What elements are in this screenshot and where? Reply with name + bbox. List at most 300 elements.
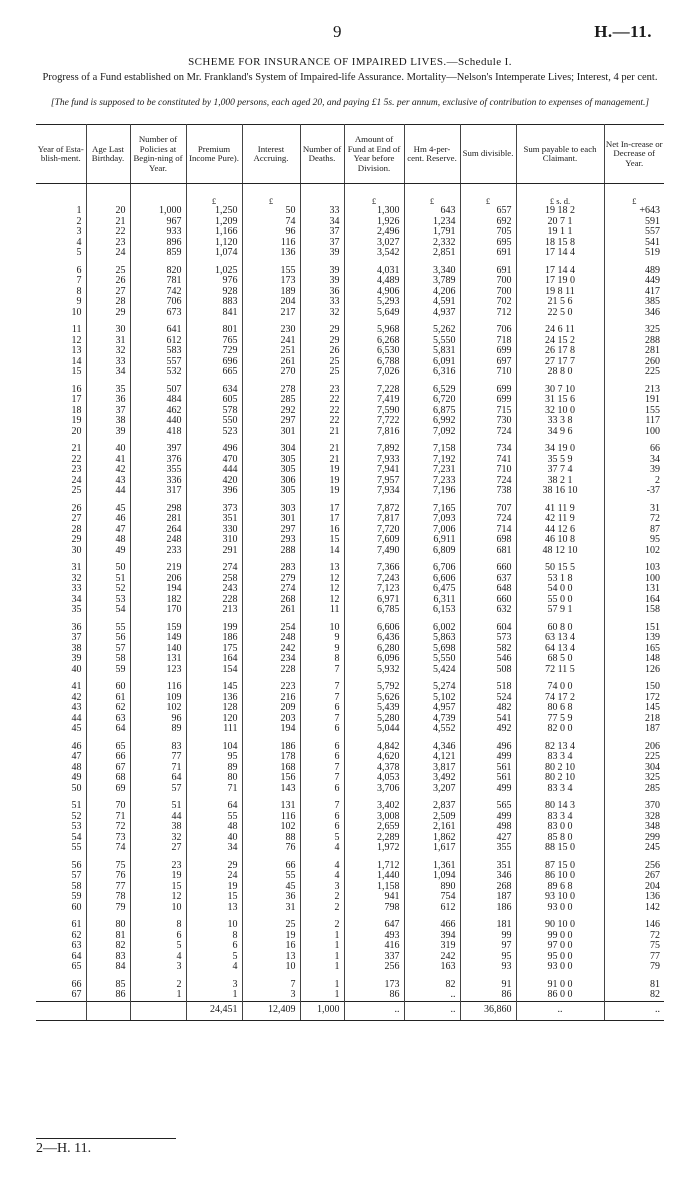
table-cell: 50 [86,563,130,574]
table-cell: 233 [130,546,186,557]
table-cell: 69 [86,784,130,795]
table-cell: 38 [86,416,130,427]
table-cell: £ s. d. [516,184,604,207]
table-cell: 204 [242,297,300,308]
table-cell: 2,851 [404,248,460,259]
table-cell: 89 [186,763,242,774]
table-cell: 6,153 [404,605,460,616]
table-cell: 136 [242,248,300,259]
table-cell: 355 [460,843,516,854]
table-cell: 9 [36,297,86,308]
table-cell: 648 [460,584,516,595]
table-cell: 81 [650,978,660,990]
table-row [36,665,664,676]
table-row [36,584,664,595]
table-cell: 660 [460,563,516,574]
table-cell: 28 [36,525,86,536]
table-cell: 6,971 [344,595,404,606]
table-cell: 155 [242,266,300,277]
table-cell: 4,031 [344,266,404,277]
table-cell: 19 [242,931,300,942]
table-cell: 36,860 [460,1001,516,1020]
table-cell: 83 3 4 [516,812,604,823]
table-cell: 7,026 [344,367,404,378]
table-cell: 3 [130,962,186,973]
table-cell: 1,025 [186,266,242,277]
table-cell: 7,817 [344,514,404,525]
table-cell: 346 [645,306,660,318]
table-cell: 518 [460,682,516,693]
table-cell: 100 [645,425,660,437]
table-cell: 65 [36,962,86,973]
table-cell: 216 [242,693,300,704]
table-cell: 7,192 [404,455,460,466]
table-cell: 32 [130,833,186,844]
table-cell: 16 [36,385,86,396]
table-cell: 120 [186,714,242,725]
table-cell: 34 19 0 [516,444,604,455]
table-row [36,903,664,914]
table-cell: 7,892 [344,444,404,455]
table-cell: 1,617 [404,843,460,854]
table-row [36,990,664,1001]
table-cell: 57 [36,871,86,882]
table-cell: 79 [86,903,130,914]
table-cell: 264 [130,525,186,536]
table-row [36,605,664,616]
table-cell: 186 [242,742,300,753]
table-cell: 175 [186,644,242,655]
table-cell: 24 6 11 [516,325,604,336]
table-cell: 698 [460,535,516,546]
table-cell: 8 [186,931,242,942]
table-cell: 298 [130,504,186,515]
table-cell: 25 [242,920,300,931]
table-cell: 90 10 0 [516,920,604,931]
table-cell: 178 [242,752,300,763]
table-cell: 93 0 0 [516,962,604,973]
table-cell: 7,941 [344,465,404,476]
table-cell: 370 [645,800,660,811]
table-cell: 13 [186,903,242,914]
table-cell: 1 [300,931,344,942]
table-cell: 83 3 4 [516,752,604,763]
table-cell: 32 [300,308,344,319]
table-cell: 7,093 [404,514,460,525]
table-cell: 131 [130,654,186,665]
table-cell: 91 [460,980,516,991]
table-cell: 48 [36,763,86,774]
table-cell: 18 [36,406,86,417]
table-row [36,535,664,546]
table-cell: 47 [36,752,86,763]
table-cell: 4 [300,861,344,872]
table-cell: 561 [460,763,516,774]
table-cell: 102 [242,822,300,833]
table-cell: 6 [130,931,186,942]
table-cell: 80 [186,773,242,784]
table-cell: 24,451 [186,1001,242,1020]
table-row [36,843,664,854]
table-cell: 6,436 [344,633,404,644]
table-cell: 234 [242,654,300,665]
table-cell: 21 [36,444,86,455]
table-cell: 665 [186,367,242,378]
table-cell: 2,161 [404,822,460,833]
table-cell: 462 [130,406,186,417]
table-cell: 1,234 [404,217,460,228]
table-cell: 54 [36,833,86,844]
table-cell: 99 0 0 [516,931,604,942]
table-cell: 1 [300,941,344,952]
table-cell: 64 13 4 [516,644,604,655]
table-cell: 61 [86,693,130,704]
table-cell: 573 [460,633,516,644]
table-cell: 22 [86,227,130,238]
table-cell: 187 [460,892,516,903]
table-cell: 738 [460,486,516,497]
table-cell: 444 [186,465,242,476]
table-cell: 291 [186,546,242,557]
table-cell: 6,606 [344,623,404,634]
table-cell: 53 [86,595,130,606]
table-cell: 695 [460,238,516,249]
table-cell: 7,609 [344,535,404,546]
table-cell: 7 [242,980,300,991]
table-cell: 63 [36,941,86,952]
table-cell: 3,207 [404,784,460,795]
table-cell: 88 [242,833,300,844]
table-cell: 5,626 [344,693,404,704]
table-cell: 59 [36,892,86,903]
table-cell: 724 [460,476,516,487]
table-cell: 60 [86,682,130,693]
table-cell: 6,706 [404,563,460,574]
table-cell: 61 [36,920,86,931]
column-header: Year of Esta-blish-ment. [36,125,86,184]
table-cell: 19 [300,486,344,497]
table-cell: 102 [130,703,186,714]
table-cell: 36 [242,892,300,903]
table-cell: 707 [460,504,516,515]
table-cell: 288 [242,546,300,557]
table-cell: 5,932 [344,665,404,676]
table-cell: 3,817 [404,763,460,774]
table-row [36,682,664,693]
table-cell: 39 [300,266,344,277]
table-row [36,444,664,455]
table-cell: 213 [645,383,660,395]
table-cell: 48 12 10 [516,546,604,557]
table-cell: 297 [242,416,300,427]
table-cell: 508 [460,665,516,676]
table-cell: 164 [645,593,660,605]
table-cell: 93 0 0 [516,903,604,914]
table-cell: 5,274 [404,682,460,693]
table-cell: 420 [186,476,242,487]
table-cell: 355 [130,465,186,476]
table-cell: 583 [130,346,186,357]
table-cell: 150 [645,681,660,692]
table-cell: 1 [300,952,344,963]
table-cell: 40 [86,444,130,455]
table-row [36,752,664,763]
table-cell: 33 3 8 [516,416,604,427]
table-cell: 62 [36,931,86,942]
table-cell: 72 [86,822,130,833]
table-cell: 6,875 [404,406,460,417]
table-row [36,871,664,882]
table-cell: 7,720 [344,525,404,536]
table-cell: 85 8 0 [516,833,604,844]
column-header: Sum payable to each Claimant. [516,125,604,184]
table-cell: 5,439 [344,703,404,714]
table-cell: 2,332 [404,238,460,249]
table-cell: 637 [460,574,516,585]
table-cell: 941 [344,892,404,903]
table-cell: 8 [36,287,86,298]
table-row [36,514,664,525]
table-row [36,227,664,238]
table-cell: 699 [460,385,516,396]
table-cell: 7,816 [344,427,404,438]
table-cell: 225 [645,366,660,377]
table-cell: 76 [86,871,130,882]
table-cell: 57 9 1 [516,605,604,616]
table-cell: 742 [130,287,186,298]
table-cell: 54 [86,605,130,616]
table-cell: 801 [186,325,242,336]
column-header: Premium Income Pure). [186,125,242,184]
table-cell: 714 [460,525,516,536]
table-cell: 82 0 0 [516,724,604,735]
table-cell: 103 [645,562,660,573]
table-cell: 605 [186,395,242,406]
table-cell: 660 [460,595,516,606]
table-row [36,920,664,931]
table-cell: 31 [242,903,300,914]
table-cell: 44 [130,812,186,823]
table-cell: 3,340 [404,266,460,277]
table-cell: 1,166 [186,227,242,238]
table-cell: 4 [300,843,344,854]
table-cell: 139 [645,632,660,643]
table-cell: 85 [86,980,130,991]
table-cell: 7 [300,801,344,812]
table-cell: 591 [645,215,660,227]
table-cell: 303 [242,504,300,515]
table-cell: 20 [86,206,130,217]
table-cell: 243 [186,584,242,595]
table-cell: 270 [242,367,300,378]
table-cell: 15 [36,367,86,378]
table-cell: 7,123 [344,584,404,595]
table-cell: 820 [130,266,186,277]
table-cell: 251 [242,346,300,357]
table-cell: 5 [36,248,86,259]
table-cell: 699 [460,346,516,357]
table-cell: 4,842 [344,742,404,753]
table-cell: 3 [36,227,86,238]
table-cell: 281 [130,514,186,525]
table-cell: 17 14 4 [516,248,604,259]
table-cell: 48 [186,822,242,833]
table-cell: 523 [186,427,242,438]
table-cell: 89 [130,724,186,735]
table-cell: 691 [460,266,516,277]
table-cell: 15 [186,892,242,903]
table-cell: 489 [645,264,660,276]
table-cell: 44 12 6 [516,525,604,536]
table-cell: 337 [344,952,404,963]
table-cell: 51 [36,801,86,812]
table-cell: 2 [300,920,344,931]
table-cell: 24 15 2 [516,336,604,347]
table-cell: 38 2 1 [516,476,604,487]
table-cell: 38 [130,822,186,833]
table-cell: 186 [460,903,516,914]
table-cell: 50 15 5 [516,563,604,574]
table-cell: 6,606 [404,574,460,585]
table-cell: 37 [300,238,344,249]
table-cell: 319 [404,941,460,952]
table-row [36,801,664,812]
table-cell: 28 8 0 [516,367,604,378]
table-cell: .. [516,1001,604,1020]
table-cell: 612 [130,336,186,347]
table-cell: 43 [36,703,86,714]
table-cell: 80 14 3 [516,801,604,812]
table-cell: 199 [186,623,242,634]
table-cell: 37 [36,633,86,644]
table-cell: 883 [186,297,242,308]
table-cell: 42 [86,465,130,476]
column-header: Amount of Fund at End of Year before Division. [344,125,404,184]
table-cell: 131 [242,801,300,812]
table-cell: 95 [186,752,242,763]
table-cell: 148 [645,653,660,664]
table-cell [36,184,86,207]
table-cell: 10 [186,920,242,931]
table-cell: 173 [242,276,300,287]
table-cell: 12 [300,574,344,585]
table-cell: 78 [86,892,130,903]
table-cell: 278 [242,385,300,396]
table-cell: 15 [300,535,344,546]
table-cell: 261 [242,605,300,616]
table-row [36,563,664,574]
table-cell: 16 [300,525,344,536]
table-cell: 305 [242,455,300,466]
table-cell: 60 8 0 [516,623,604,634]
table-cell: 68 [86,773,130,784]
table-cell: 317 [130,486,186,497]
table-row [36,206,664,217]
table-cell: 385 [645,296,660,307]
document-reference: H.—11. [594,22,652,41]
table-row [36,703,664,714]
table-row [36,276,664,287]
table-cell: 890 [404,882,460,893]
table-cell: 283 [242,563,300,574]
table-cell: 2 [36,217,86,228]
table-cell: 6,268 [344,336,404,347]
table-cell: 2,659 [344,822,404,833]
table-row [36,486,664,497]
table-cell: 39 [300,276,344,287]
table-cell: 700 [460,287,516,298]
table-cell: 65 [86,742,130,753]
table-cell: 56 [36,861,86,872]
table-cell: 95 [460,952,516,963]
table-cell: 5,044 [344,724,404,735]
table-cell: 173 [344,980,404,991]
table-cell: 1,209 [186,217,242,228]
table-cell: 254 [242,623,300,634]
table-cell: 27 [130,843,186,854]
table-cell: 519 [645,247,660,258]
table-cell: 1,791 [404,227,460,238]
table-cell: 83 [86,952,130,963]
table-cell: 30 [86,325,130,336]
table-cell: 710 [460,465,516,476]
table-cell: 245 [645,842,660,853]
table-cell: 82 [86,941,130,952]
table-cell: 86 [460,990,516,1001]
page-footer: 2—H. 11. [36,1141,92,1156]
table-cell: -37 [646,485,660,496]
table-cell: 34 [86,367,130,378]
table-cell: 32 [86,346,130,357]
table-cell: 484 [130,395,186,406]
table-cell: 49 [36,773,86,784]
table-cell: 2 [130,980,186,991]
table-cell: 11 [300,605,344,616]
table-cell: 102 [645,544,660,556]
table-cell: 328 [645,810,660,822]
table-cell: 86 [344,990,404,1001]
table-cell: 44 [86,486,130,497]
table-cell: 56 [86,633,130,644]
table-cell: 32 [36,574,86,585]
table-cell: 31 [36,563,86,574]
table-cell: 267 [645,870,660,881]
table-row [36,416,664,427]
table-cell: 7 [300,682,344,693]
table-cell: 3,027 [344,238,404,249]
table-cell: £ [186,184,242,207]
table-cell: 933 [130,227,186,238]
table-cell: 647 [344,920,404,931]
table-cell: 967 [130,217,186,228]
table-cell: 22 [300,416,344,427]
table-cell: 87 [650,523,660,535]
table-cell: 89 6 8 [516,882,604,893]
table-cell: 16 [242,941,300,952]
table-cell: 81 [86,931,130,942]
table-cell: 46 10 8 [516,535,604,546]
table-cell: 7 [300,773,344,784]
table-cell: 77 [86,882,130,893]
table-cell: 305 [242,465,300,476]
table-cell: 50 [36,784,86,795]
table-cell: 4,206 [404,287,460,298]
table-cell: 1,000 [130,206,186,217]
table-cell: 80 2 10 [516,763,604,774]
table-cell: 194 [130,584,186,595]
table-cell: 96 [242,227,300,238]
table-cell: 17 [36,395,86,406]
